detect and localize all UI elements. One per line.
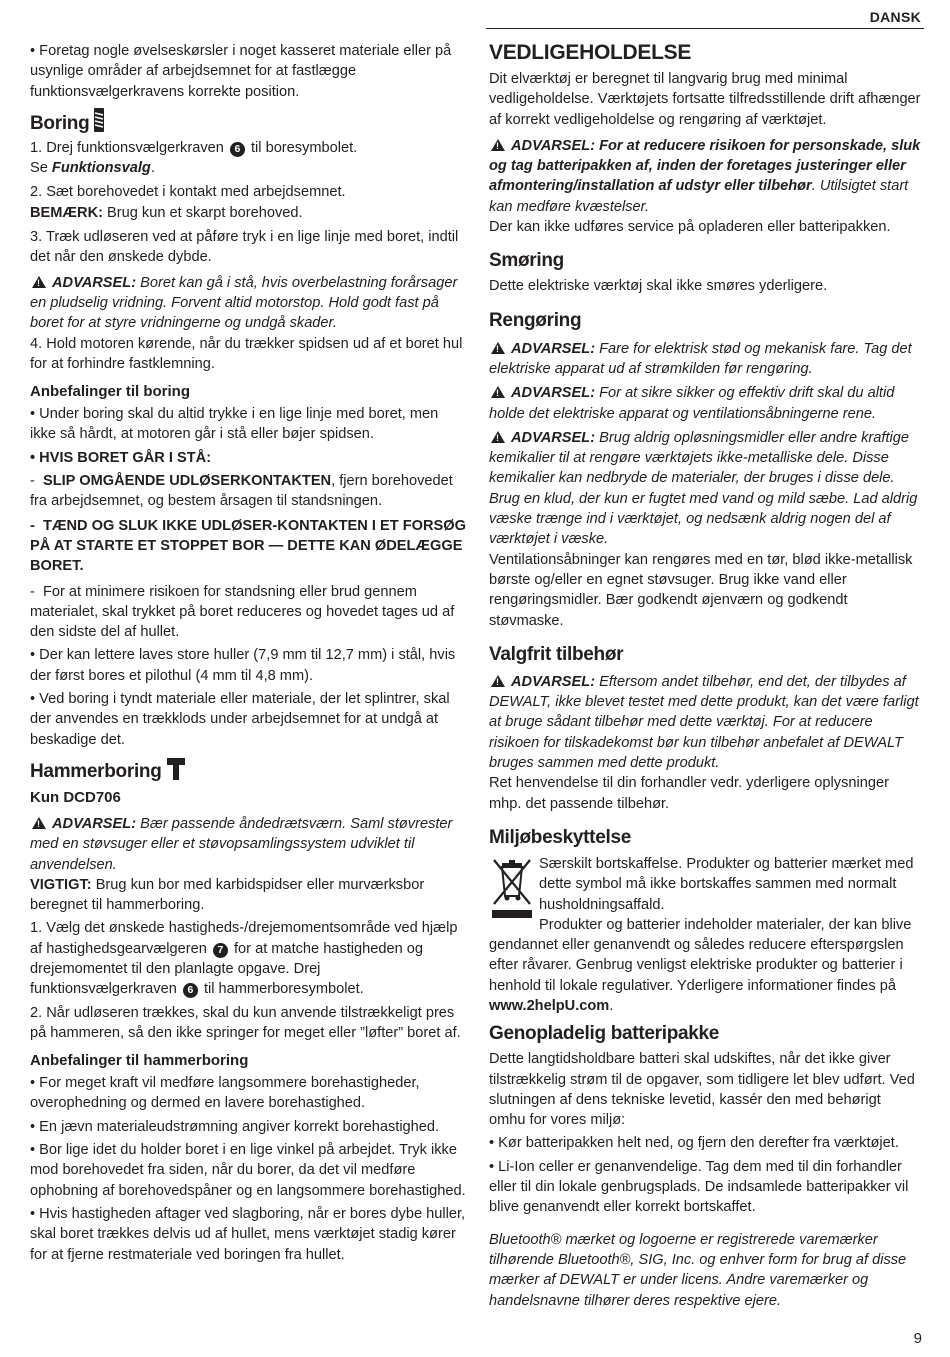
battery-bullet-1: • Kør batteripakken helt ned, og fjern den derefter fra værktøjet. [489, 1133, 921, 1153]
boring-step-3: 3. Træk udløseren ved at påføre tryk i en lige linje med boret, indtil det når den ønskede dybde. [30, 229, 459, 266]
cleaning-warning-2: !ADVARSEL: For at sikre sikker og effektiv drift skal du altid holde det elektriske apparat og ventilationsåbningerne rene. [489, 383, 921, 424]
boring-heading [30, 108, 466, 136]
cleaning-warning-3: !ADVARSEL: Brug aldrig opløsningsmidler eller andre kraftige kemikalier til at rengøre værktøjets ikke-metalliske dele. Disse kemikalier kan nedbryde de materialer, der bruges i disse dele. Brug en klud, der kun er fugtet med vand og mild sæbe. Lad aldrig væske trænge ind i værktøjet, og nedsænk aldrig nogen del af værktøjet i væske. [489, 428, 921, 550]
hammer-important: VIGTIGT: Brug kun bor med karbidspidser eller murværksbor beregnet til hammerboring. [30, 876, 425, 914]
rec-boring-bullet-3: • Der kan lettere laves store huller (7,9 mm til 12,7 mm) i stål, hvis der først bores et pilothul (4 mm til 4,8 mm). [30, 645, 466, 686]
left-column [30, 41, 466, 1265]
hammer-title: Hammerboring [30, 760, 162, 782]
maintenance-warning: !ADVARSEL: For at reducere risikoen for personskade, sluk og tag batteripakken af, inden der foretages justeringer eller afmontering/installation af udstyr eller tilbehør. Utilsigtet start kan medføre kvæstelser. [489, 136, 921, 217]
rec-boring-dash-3: - For at minimere risikoen for standsning eller brud gennem materialet, skal trykket på boret reduceres og hovedet tages ud af den sidste del af hullet. [30, 583, 455, 641]
hammer-subheading: Kun DCD706 [30, 788, 121, 806]
hammer-step-1: 1. Vælg det ønskede hastigheds-/drejemomentsområde ved hjælp af hastighedsgearvælgeren 7 for at matche hastigheden og drejemomentet til den planlagte opgave. Drej funktionsvælgerkraven 6 til hammerboresymbolet. [30, 920, 458, 998]
rec-hammer-bullet-2: • En jævn materialeudstrømning angiver korrekt borehastighed. [30, 1117, 466, 1137]
hammer-warning: !ADVARSEL: Bær passende åndedrætsværn. Saml støvrester med en støvsuger eller et støvopsamlingssystem udviklet til anvendelsen. [30, 814, 466, 875]
boring-step-2: 2. Sæt borehovedet i kontakt med arbejdsemnet. [30, 184, 346, 201]
environment-text-1: Særskilt bortskaffelse. Produkter og batterier mærket med dette symbol må ikke bortskaffes sammen med normalt husholdningsaffald. [539, 855, 914, 913]
intro-bullet: • Foretag nogle øvelseskørsler i noget kasseret materiale eller på usynlige områder af arbejdsemnet for at fastlægge funktionsvælgerkravens korrekte position. [30, 41, 466, 102]
right-column [489, 40, 921, 1311]
rec-hammer-heading: Anbefalinger til hammerboring [30, 1052, 249, 1070]
maintenance-service-note: Der kan ikke udføres service på opladeren eller batteripakken. [489, 219, 891, 236]
rec-boring-bullet-4: • Ved boring i tyndt materiale eller materiale, der let splintrer, skal der anvendes en trækklods under arbejdsemnet for at undgå at beskadige det. [30, 689, 466, 750]
website-link[interactable]: www.2helpU.com [489, 997, 610, 1014]
warning-icon [491, 386, 505, 398]
crossed-bin-icon [489, 856, 535, 918]
cleaning-heading: Rengøring [489, 309, 582, 331]
warning-icon [32, 817, 46, 829]
cleaning-warning-1: !ADVARSEL: Fare for elektrisk stød og mekanisk fare. Tag det elektriske apparat ud af strømkilden før rengøring. [489, 339, 921, 380]
trademark-notice: Bluetooth® mærket og logoerne er registrerede varemærker tilhørende Bluetooth®, SIG, Inc. og enhver form for brug af disse mærker af DEWALT er under licens. Andre varemærker og handelsnavne tilhører deres respektive ejere. [489, 1231, 907, 1309]
drill-bit-icon [93, 108, 105, 132]
boring-step-4: 4. Hold motoren kørende, når du trækker spidsen ud af et boret hul for at forhindre fastklemning. [30, 335, 463, 372]
warning-icon [491, 342, 505, 354]
boring-warning: !ADVARSEL: Boret kan gå i stå, hvis overbelastning forårsager en pludselig vridning. Forvent altid motorstop. Hold godt fast på boret for at styre vridningerne og undgå skader. [30, 273, 466, 334]
language-header: DANSK [869, 9, 921, 25]
maintenance-heading: VEDLIGEHOLDELSE [489, 41, 692, 64]
battery-bullet-2: • Li-Ion celler er genanvendelige. Tag dem med til din forhandler eller til din lokale genbrugsplads. De indsamlede batteripakker vil blive genanvendt eller korrekt bortskaffet. [489, 1157, 921, 1218]
warning-icon [491, 139, 505, 151]
rec-hammer-bullet-1: • For meget kraft vil medføre langsommere borehastigheder, overophedning og dermed en lavere borehastighed. [30, 1073, 466, 1114]
page-number: 9 [913, 1329, 922, 1347]
battery-heading: Genopladelig batteripakke [489, 1023, 720, 1045]
boring-step-1: 1. Drej funktionsvælgerkraven 6 til boresymbolet. Se Funktionsvalg. [30, 139, 358, 177]
boring-title: Boring [30, 112, 90, 134]
rec-hammer-bullet-4: • Hvis hastigheden aftager ved slagboring, når er bores dybe huller, skal boret trækkes delvis ud af hullet, mens værktøjet stadig kører for at fjerne restmateriale ved boringen fra hullet. [30, 1204, 466, 1265]
funktionsvalg-reference: Funktionsvalg [51, 160, 151, 177]
warning-icon [32, 276, 46, 288]
cleaning-text: Ventilationsåbninger kan rengøres med en tør, blød ikke-metallisk børste og/eller en egnet støvsuger. Brug ikke vand eller rengøringsmidler. Bær godkendt øjenværn og godkendt støvmaske. [489, 551, 913, 629]
callout-badge: 6 [183, 983, 198, 998]
environment-block [489, 854, 921, 1016]
hammer-heading [30, 756, 466, 784]
boring-note: BEMÆRK: Brug kun et skarpt borehoved. [30, 204, 303, 221]
lubrication-heading: Smøring [489, 250, 564, 272]
battery-text: Dette langtidsholdbare batteri skal udskiftes, når det ikke giver tilstrækkelig strøm til de opgaver, som tidligere let blev udført. Ved slutningen af dens tekniske levetid, kassér den med behørigt omhu for vores miljø: [489, 1051, 915, 1129]
accessories-warning: !ADVARSEL: Eftersom andet tilbehør, end det, der tilbydes af DEWALT, ikke blevet testet med dette produkt, kan det være farligt at bruge sådant tilbehør med dette værktøj. For at reducere risikoen for tilskadekomst bør kun tilbehør anbefalet af DEWALT bruges sammen med dette produkt. [489, 672, 921, 773]
hammer-icon [166, 756, 186, 780]
maintenance-intro: Dit elværktøj er beregnet til langvarig brug med minimal vedligeholdelse. Værktøjets fortsatte tilfredsstillende drift afhænger af korrekt vedligeholdelse og rengøring af værktøjet. [489, 71, 921, 128]
warning-icon [491, 431, 505, 443]
rec-boring-heading: Anbefalinger til boring [30, 383, 190, 401]
lubrication-text: Dette elektriske værktøj skal ikke smøres yderligere. [489, 278, 828, 295]
callout-badge: 6 [230, 142, 245, 157]
hammer-step-2: 2. Når udløseren trækkes, skal du kun anvende tilstrækkeligt pres på hammeren, så den ikke springer for meget eller ”løfter” boret af. [30, 1004, 461, 1041]
warning-icon [491, 675, 505, 687]
environment-heading: Miljøbeskyttelse [489, 826, 631, 848]
rec-boring-bullet-2: • HVIS BORET GÅR I STÅ: [30, 448, 466, 468]
header-rule [486, 28, 924, 29]
rec-boring-dash-2: - TÆND OG SLUK IKKE UDLØSER-KONTAKTEN I ET FORSØG PÅ AT STARTE ET STOPPET BOR — DETTE KAN ØDELÆGGE BORET. [30, 517, 466, 575]
rec-hammer-bullet-3: • Bor lige idet du holder boret i en lige vinkel på arbejdet. Tryk ikke mod borehovedet fra siden, når du borer, da det vil medføre ophobning af borehovedspåner og en langsommere borehastighed. [30, 1140, 466, 1201]
environment-text-2: Produkter og batterier indeholder materialer, der kan blive gendannet eller genanvendt og således reducere efterspørgslen efter råvarer. Genbrug venligst elektriske produkter og batterier i henhold til lokale regulativer. Yderligere informationer findes på www.2helpU.com. [489, 916, 912, 1014]
accessories-heading: Valgfrit tilbehør [489, 643, 624, 665]
rec-boring-bullet-1: • Under boring skal du altid trykke i en lige linje med boret, men ikke så hårdt, at motoren går i stå eller bøjer spidsen. [30, 404, 466, 445]
accessories-text: Ret henvendelse til din forhandler vedr. yderligere oplysninger mhp. det passende tilbehør. [489, 775, 889, 812]
rec-boring-dash-1: - SLIP OMGÅENDE UDLØSERKONTAKTEN, fjern borehovedet fra arbejdsemnet, og bestem årsagen til standsningen. [30, 473, 453, 510]
callout-badge: 7 [213, 943, 228, 958]
